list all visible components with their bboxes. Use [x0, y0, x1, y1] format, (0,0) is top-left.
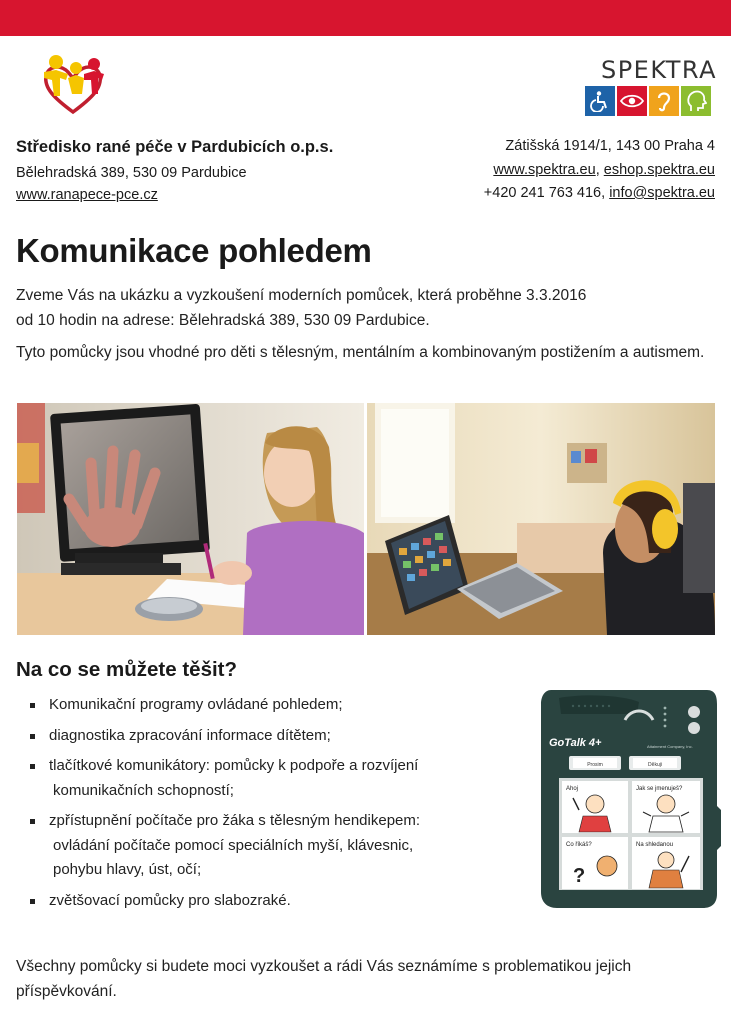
device-maker: Attainment Company, Inc. — [647, 744, 693, 749]
org-address: Bělehradská 389, 530 09 Pardubice — [16, 165, 247, 181]
org-left-block — [16, 136, 396, 206]
feature-list — [30, 693, 500, 919]
org-right-block — [415, 135, 715, 206]
spektra-logo — [583, 56, 717, 118]
list-item: zpřístupnění počítače pro žáka s tělesným hendikepem: ovládání počítače pomocí speciálních myší, klávesnic, pohybu hlavy, úst, očí; — [30, 809, 500, 883]
device-cell-3: Co říkáš? — [566, 842, 592, 848]
bullet-square-icon — [30, 703, 35, 708]
gotalk-device-photo — [539, 686, 721, 912]
spektra-web-link[interactable]: www.spektra.eu — [493, 161, 596, 178]
page-title: Komunikace pohledem — [16, 232, 372, 269]
list-item: diagnostika zpracování informace dítětem; — [30, 724, 500, 749]
device-top-label-2: Děkuji — [648, 762, 662, 768]
head-icon — [681, 86, 711, 116]
header-band — [0, 0, 731, 36]
spektra-email-link[interactable]: info@spektra.eu — [609, 185, 715, 201]
ear-icon — [649, 86, 679, 116]
web-separator: , — [595, 161, 604, 178]
intro-line-2: od 10 hodin na adrese: Bělehradská 389, 530 09 Pardubice. — [16, 311, 430, 329]
intro-paragraph-2: Tyto pomůcky jsou vhodné pro děti s tělesným, mentálním a kombinovaným postižením a autismem. — [16, 344, 705, 361]
spektra-contact-line — [415, 182, 715, 206]
eye-icon — [617, 86, 647, 116]
device-top-label-1: Prosim — [587, 762, 603, 768]
bullet-square-icon — [30, 819, 35, 824]
list-item: zvětšovací pomůcky pro slabozraké. — [30, 889, 500, 914]
device-brand: GoTalk 4+ — [549, 737, 602, 749]
closing-text: Všechny pomůcky si budete moci vyzkoušet a rádi Vás seznámíme s problematikou jejich příspěvkování. — [16, 958, 632, 1000]
intro-text — [16, 284, 716, 366]
bullet-square-icon — [30, 899, 35, 904]
bullet-square-icon — [30, 734, 35, 739]
org-name: Středisko rané péče v Pardubicích o.p.s. — [16, 138, 334, 156]
question-mark-icon: ? — [573, 865, 586, 887]
spektra-wordmark: SPEKTRA — [600, 56, 717, 84]
device-cell-2: Jak se jmenuješ? — [636, 786, 683, 792]
photo-child-laptop — [367, 403, 715, 635]
spektra-eshop-link[interactable]: eshop.spektra.eu — [603, 161, 715, 178]
org-website-link[interactable]: www.ranapece-pce.cz — [16, 187, 158, 203]
intro-line-1: Zveme Vás na ukázku a vyzkoušení moderních pomůcek, která proběhne 3.3.2016 — [16, 287, 587, 304]
spektra-address: Zátišská 1914/1, 143 00 Praha 4 — [505, 138, 715, 154]
wheelchair-icon — [585, 86, 615, 116]
spektra-tiles — [585, 86, 711, 116]
list-item: tlačítkové komunikátory: pomůcky k podpoře a rozvíjení komunikačních schopností; — [30, 754, 500, 803]
spektra-web-line — [415, 159, 715, 183]
photo-child-monitor — [17, 403, 364, 635]
bullet-square-icon — [30, 764, 35, 769]
device-cell-1: Ahoj — [566, 786, 579, 792]
section-heading: Na co se můžete těšit? — [16, 658, 238, 681]
device-cell-4: Na shledanou — [636, 842, 674, 848]
srp-logo — [36, 50, 110, 116]
spektra-phone: +420 241 763 416, — [483, 185, 610, 201]
list-item: Komunikační programy ovládané pohledem; — [30, 693, 500, 718]
